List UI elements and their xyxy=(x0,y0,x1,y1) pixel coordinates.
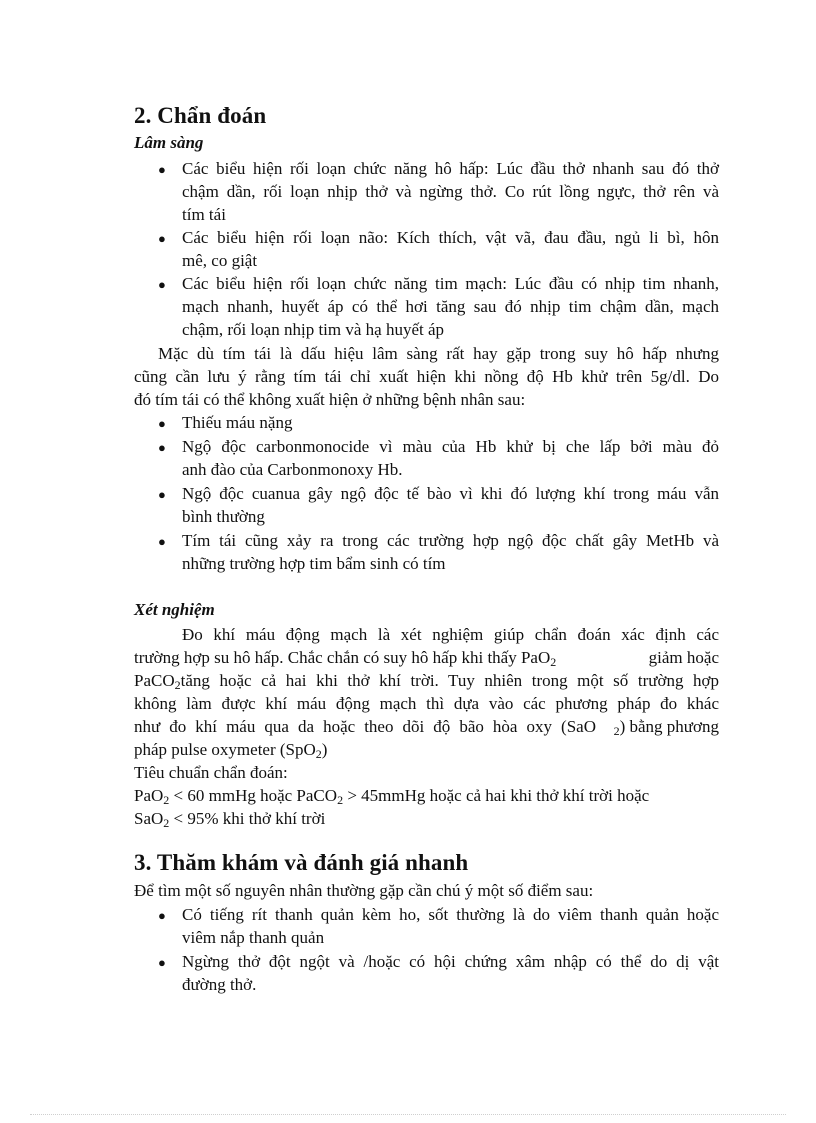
text-run: ) xyxy=(321,740,328,759)
paragraph-line xyxy=(134,670,719,692)
bullet-icon: ● xyxy=(158,277,166,292)
list-item-line: tím tái xyxy=(182,205,226,224)
text-run: < 60 mmHg hoặc PaCO xyxy=(173,786,338,805)
list-item-line: Các biểu hiện rối loạn chức năng tim mạch: Lúc đầu có nhịp tim nhanh, xyxy=(182,274,719,293)
list-item-line: viêm nắp thanh quản xyxy=(182,928,325,947)
section-heading-diagnosis: 2. Chẩn đoán xyxy=(134,103,267,128)
list-item-line: Có tiếng rít thanh quản kèm ho, sốt thường là do viêm thanh quản hoặc xyxy=(182,905,719,924)
subscript: 2 xyxy=(550,655,557,669)
bullet-icon: ● xyxy=(158,440,166,455)
subscript: 2 xyxy=(174,678,181,692)
subscript: 2 xyxy=(163,793,170,807)
subscript: 2 xyxy=(337,793,344,807)
list-item-line: Ngộ độc cuanua gây ngộ độc tế bào vì khi đó lượng khí trong máu vẫn xyxy=(182,484,719,503)
subscript: 2 xyxy=(163,816,170,830)
bullet-icon: ● xyxy=(158,162,166,177)
bullet-icon: ● xyxy=(158,908,166,923)
section-heading-quick-assessment: 3. Thăm khám và đánh giá nhanh xyxy=(134,850,469,875)
list-item-line: Thiếu máu nặng xyxy=(182,413,293,432)
page-bottom-rule xyxy=(30,1114,786,1115)
text-run: tăng hoặc cả hai khi thở khí trời. Tuy nhiên trong một số trường hợp xyxy=(180,671,719,690)
section-intro: Để tìm một số nguyên nhân thường gặp cần chú ý một số điểm sau: xyxy=(134,881,594,900)
text-run: < 95% khi thở khí trời xyxy=(173,809,326,828)
paragraph-line: Mặc dù tím tái là dấu hiệu lâm sàng rất hay gặp trong suy hô hấp nhưng xyxy=(158,344,719,363)
list-item-line: đường thở. xyxy=(182,975,257,994)
paragraph-line: cũng cần lưu ý rằng tím tái chỉ xuất hiện khi nồng độ Hb khử trên 5g/dl. Do xyxy=(134,367,719,386)
text-run: SaO xyxy=(134,809,164,828)
bullet-icon: ● xyxy=(158,231,166,246)
paragraph-line: đó tím tái có thể không xuất hiện ở những bệnh nhân sau: xyxy=(134,390,526,409)
subheading-lab-tests: Xét nghiệm xyxy=(134,600,215,619)
list-item-line: Các biểu hiện rối loạn chức năng hô hấp: Lúc đầu thở nhanh sau đó thở xyxy=(182,159,719,178)
text-run: PaCO xyxy=(134,671,175,690)
text-run: như đo khí máu qua da hoặc theo dõi độ bão hòa oxy (SaO xyxy=(134,717,596,736)
paragraph-line: không làm được khí máu động mạch thì dựa vào các phương pháp đo khác xyxy=(134,694,719,713)
list-item-line: Tím tái cũng xảy ra trong các trường hợp ngộ độc chất gây MetHb và xyxy=(182,531,719,550)
bullet-icon: ● xyxy=(158,534,166,549)
bullet-icon: ● xyxy=(158,416,166,431)
list-item-line: Ngộ độc carbonmonocide vì màu của Hb khử bị che lấp bởi màu đỏ xyxy=(182,437,719,456)
subscript: 2 xyxy=(613,724,620,738)
text-run: trường hợp su hô hấp. Chắc chắn có suy hô hấp khi thấy PaO xyxy=(134,648,551,667)
criteria-title: Tiêu chuẩn chẩn đoán: xyxy=(134,763,288,782)
criteria-line xyxy=(134,808,325,830)
list-item-line: Các biểu hiện rối loạn não: Kích thích, vật vã, đau đầu, ngủ li bì, hôn xyxy=(182,228,719,247)
paragraph-line xyxy=(134,716,719,738)
list-item-line: những trường hợp tim bẩm sinh có tím xyxy=(182,554,446,573)
list-item-line: mạch nhanh, huyết áp có thể hơi tăng sau đó nhịp tim chậm dần, mạch xyxy=(182,297,719,316)
paragraph-line xyxy=(134,647,719,669)
text-run: giảm hoặc xyxy=(648,648,719,667)
list-item-line: chậm, rối loạn nhịp tim và hạ huyết áp xyxy=(182,320,445,339)
text-run: ) bằng phương xyxy=(619,717,719,736)
list-item-line: chậm dần, rối loạn nhịp thở và ngừng thở. Co rút lồng ngực, thở rên và xyxy=(182,182,719,201)
bullet-icon: ● xyxy=(158,487,166,502)
list-item-line: bình thường xyxy=(182,507,265,526)
paragraph-line xyxy=(134,739,327,761)
text-run: > 45mmHg hoặc cả hai khi thở khí trời hoặc xyxy=(347,786,650,805)
list-item-line: mê, co giật xyxy=(182,251,258,270)
subheading-clinical: Lâm sàng xyxy=(134,133,204,152)
criteria-line xyxy=(134,785,649,807)
text-run: pháp pulse oxymeter (SpO xyxy=(134,740,316,759)
list-item-line: Ngừng thở đột ngột và /hoặc có hội chứng xâm nhập có thể do dị vật xyxy=(182,952,719,971)
list-item-line: anh đào của Carbonmonoxy Hb. xyxy=(182,460,403,479)
text-run: PaO xyxy=(134,786,164,805)
subscript: 2 xyxy=(315,747,322,761)
bullet-icon: ● xyxy=(158,955,166,970)
paragraph-line: Đo khí máu động mạch là xét nghiệm giúp chẩn đoán xác định các xyxy=(182,625,719,644)
